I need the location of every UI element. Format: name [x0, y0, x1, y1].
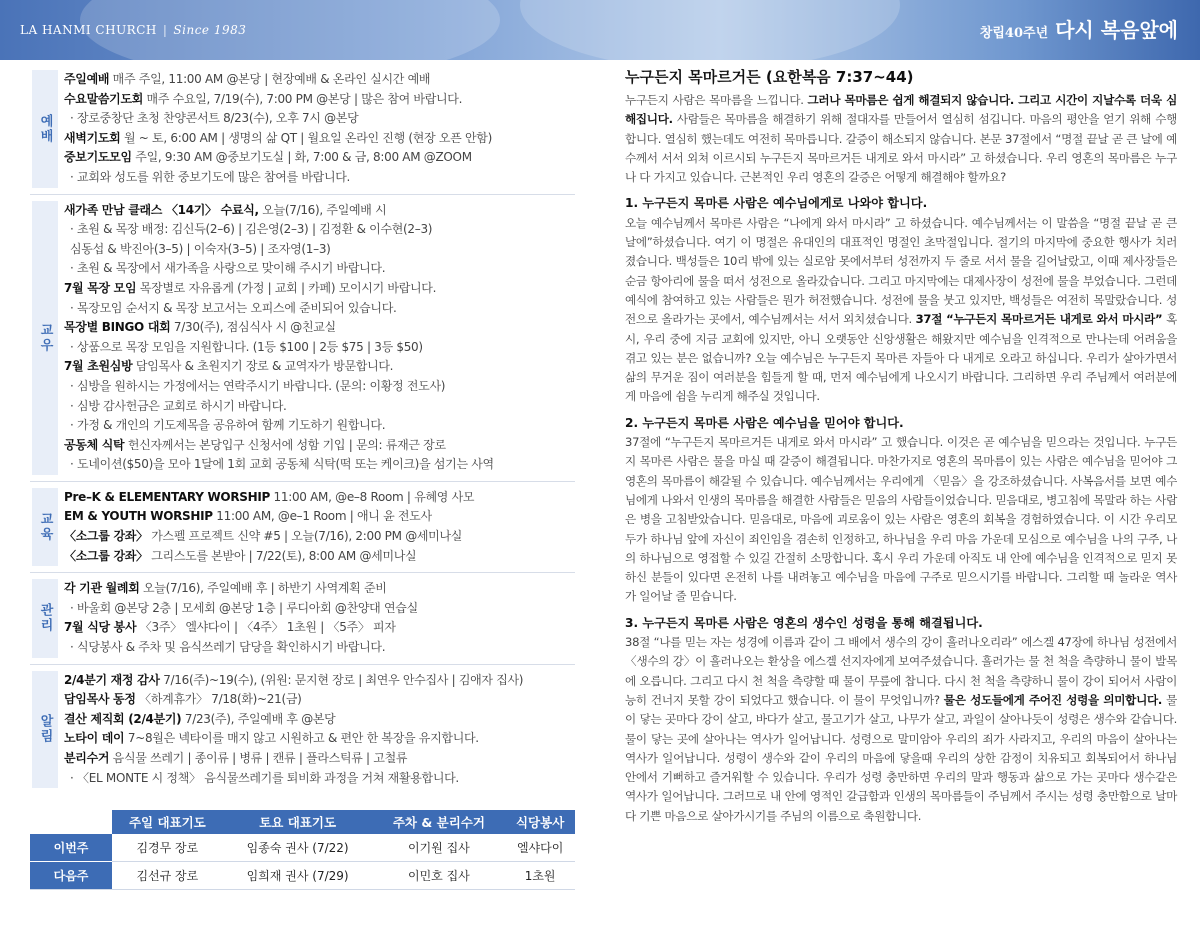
item-title: 7월 초원심방 — [64, 359, 133, 374]
item-title: 담임목사 동정 — [64, 692, 136, 707]
list-item — [64, 416, 575, 436]
section-body — [60, 671, 575, 789]
section-worship — [30, 70, 575, 188]
sub-text: · 교회와 성도를 위한 중보기도에 많은 참여를 바랍니다. — [70, 169, 351, 184]
table-cell: 이기원 집사 — [373, 834, 506, 862]
item-detail: 주일, 9:30 AM @중보기도실 — [131, 150, 288, 165]
item-extra: | 생명의 삶 QT | 월요일 온라인 진행 (현장 오픈 안함) — [221, 130, 492, 145]
section-label — [30, 488, 60, 566]
table-cell: 임희재 권사 (7/29) — [223, 862, 373, 890]
item-detail: 7/16(주)~19(수), (위원: 문지현 장로 | 최연우 안수집사 | 김애자 집사) — [159, 672, 524, 687]
item-detail: 7/23(주), 주일예배 후 @본당 — [181, 711, 336, 726]
item-title: 7월 목장 모임 — [64, 280, 137, 295]
row-header: 다음주 — [30, 862, 112, 890]
duty-header-cell: 주일 대표기도 — [112, 810, 223, 834]
list-item — [64, 671, 575, 691]
item-title: 새벽기도회 — [64, 130, 121, 145]
section-divider — [30, 481, 575, 482]
sermon — [625, 66, 1177, 826]
item-detail: 〈하계휴가〉 7/18(화)~21(금) — [135, 692, 302, 707]
duty-header-cell: 토요 대표기도 — [223, 810, 373, 834]
sub-text: · 상품으로 목장 모임을 지원합니다. (1등 $100 | 2등 $75 | 3등 $50) — [70, 339, 423, 354]
section-notice — [30, 671, 575, 789]
sermon-intro — [625, 91, 1177, 187]
item-title: Pre–K & ELEMENTARY WORSHIP — [64, 489, 271, 504]
sermon-title: 누구든지 목마르거든 (요한복음 7:37~44) — [625, 68, 914, 86]
item-detail: 그리스도를 본받아 | 7/22(토), 8:00 AM @세미나실 — [147, 548, 417, 563]
table-cell: 이민호 집사 — [373, 862, 506, 890]
section-divider — [30, 664, 575, 665]
body-text: 오늘 예수님께서 목마른 사람은 “나에게 와서 마시라” 고 하셨습니다. 예수님께서는 이 말씀을 “명절 끝날 곧 큰 날에”하셨습니다. 여기 이 명절은 유대인의 대표적인 명절인 초막절입니다. 절기의 마지막에 중요한 행사가 치러졌습니다. 백성들은 10리 밖에 있는 실로암 못에서부터 성전까지 두 줄로 서서 물을 길어날랐고, 이때 제사장들은 순금 항아리에 물을 떠서 성전으로 올라갔습니다. 그리고 마지막에는 대제사장이 성전에 물을 부었습니다. 그런데 예식에 참여하고 있는 사람들은 뭔가 허전했습니다. 성전에 물을 붓고 있지만, 백성들은 여전히 목말랐습니다. 성전으로 올라가는 곳에서, 예수님께서는 서서 외치셨습니다. — [625, 215, 1177, 327]
item-title: 노타이 데이 — [64, 731, 125, 746]
sub-text: 심동섭 & 박진아(3–5) | 이숙자(3–5) | 조자영(1–3) — [70, 241, 331, 256]
sub-text: · 목장모임 순서지 & 목장 보고서는 오피스에 준비되어 있습니다. — [70, 300, 397, 315]
item-detail: 매주 주일, 11:00 AM @본당 — [109, 72, 265, 86]
list-item — [64, 357, 575, 377]
list-item — [64, 168, 575, 188]
list-item — [64, 397, 575, 417]
table-cell: 임종숙 권사 (7/22) — [223, 834, 373, 862]
item-extra: | 화, 7:00 & 금, 8:00 AM @ZOOM — [287, 150, 472, 165]
list-item — [64, 455, 575, 475]
list-item — [64, 710, 575, 730]
item-title: 공동체 식탁 — [64, 437, 125, 452]
section-fellowship — [30, 201, 575, 475]
point-heading: 1. 누구든지 목마른 사람은 예수님에게로 나와야 합니다. — [625, 196, 928, 211]
list-item — [64, 436, 575, 456]
list-item — [64, 507, 575, 527]
item-extra: | 현장예배 & 온라인 실시간 예배 — [264, 72, 431, 86]
church-name-text: LA HANMI CHURCH — [20, 23, 157, 37]
body-text: 사람들은 목마름을 해결하기 위해 절대자를 만들어서 열심히 섬깁니다. 마음의 평안을 얻기 위해 수행합니다. 열심히 했는데도 여전히 목마릅니다. 갈증이 해소되지 않습니다. 본문 37절에서 “명절 끝날 곧 큰 날에 예수께서 서서 외쳐 이르시되 누구든지 목마르거든 내게로 와서 마시라” 고 하셨습니다. 우리 영혼의 목마름은 누구나 다 가지고 있습니다. 근본적인 우리 영혼의 갈증은 어떻게 해결해야 할까요? — [625, 112, 1177, 185]
section-body — [60, 579, 575, 657]
section-label — [30, 70, 60, 188]
list-item — [64, 579, 575, 599]
sub-text: · 〈EL MONTE 시 정책〉 음식물쓰레기를 퇴비화 과정을 거쳐 재활용합니다. — [70, 770, 459, 785]
point-body — [625, 633, 1177, 826]
motto-small: 창립40주년 — [979, 26, 1049, 41]
point-body — [625, 214, 1177, 407]
section-divider — [30, 194, 575, 195]
sub-text: · 초원 & 목장에서 새가족을 사랑으로 맞이해 주시기 바랍니다. — [70, 261, 386, 276]
list-item — [64, 90, 575, 110]
table-cell: 1초원 — [505, 862, 575, 890]
duty-table-header — [30, 810, 575, 834]
item-detail: 매주 수요일, 7/19(수), 7:00 PM @본당 — [143, 91, 354, 106]
list-item — [64, 547, 575, 567]
section-body — [60, 70, 575, 188]
emphasis-text: 그러나 목마름은 쉽게 해결되지 않습니다. 그리고 시간이 지날수록 더욱 심해집니다. — [625, 93, 1177, 127]
point-body — [625, 433, 1177, 607]
header-wave — [520, 0, 900, 60]
list-item — [64, 769, 575, 789]
list-item — [64, 338, 575, 358]
body-text: 37절에 “누구든지 목마르거든 내게로 와서 마시라” 고 했습니다. 이것은 곧 예수님을 믿으라는 것입니다. 누구든지 목마른 사람은 물을 마실 때 갈증이 해결됩니다. 마찬가지로 영혼의 목마름이 있는 사람은 예수님을 믿어야 그 영혼의 목마름이 해갈될 수 있습니다. 예수님께서는 우리에게 〈믿음〉을 강조하셨습니다. 사복음서를 보면 예수님에게 나와서 인생의 목마름을 해결한 사람들은 믿음의 사람들이었습니다. 믿음대로, 병고침에 목말라 하는 사람은 병을 고침받았습니다. 믿음대로, 마음에 괴로움이 있는 사람은 영혼의 회복을 경험하였습니다. 이 시간 우리모두가 하나님 앞에 자신이 죄인임을 겸손히 인정하고, 하나님을 우리 마음 가운데 모심으로 예수님을 나의 구주, 나의 하나님으로 영접할 수 있길 간절히 소망합니다. 혹시 우리 가운데 아직도 내 안에 예수님을 인격적으로 믿지 못하신 분들이 있다면 온전히 나를 내려놓고 예수님을 마음에 구주로 믿으시기를 바랍니다. 그리할 때 놀라운 역사가 일어날 줄 믿습니다. — [625, 435, 1177, 604]
list-item — [64, 318, 575, 338]
section-body — [60, 488, 575, 566]
item-title: 2/4분기 재정 감사 — [64, 672, 160, 687]
item-detail: 7/30(주), 점심식사 시 @친교실 — [170, 320, 336, 335]
duty-header-cell: 주차 & 분리수거 — [373, 810, 506, 834]
sermon-points — [625, 194, 1177, 826]
sub-text: · 식당봉사 & 주차 및 음식쓰레기 담당을 확인하시기 바랍니다. — [70, 640, 386, 655]
item-detail: 7~8월은 넥타이를 매지 않고 시원하고 & 편안 한 복장을 유지합니다. — [124, 731, 479, 746]
sub-text: · 가정 & 개인의 기도제목을 공유하여 함께 기도하기 원합니다. — [70, 418, 386, 433]
body-text: 누구든지 사람은 목마름을 느낍니다. — [625, 93, 808, 107]
table-cell: 김경무 장로 — [112, 834, 223, 862]
list-item — [64, 279, 575, 299]
section-management — [30, 579, 575, 657]
list-item — [64, 70, 575, 90]
sub-text: · 심방 감사헌금은 교회로 하시기 바랍니다. — [70, 398, 287, 413]
table-row — [30, 862, 575, 890]
item-title: 분리수거 — [64, 751, 110, 765]
duty-header-cell: 식당봉사 — [505, 810, 575, 834]
section-body — [60, 201, 575, 475]
list-item — [64, 488, 575, 508]
item-detail: 헌신자께서는 본당입구 신청서에 성함 기입 | 문의: 류재근 장로 — [124, 437, 446, 452]
list-item — [64, 220, 575, 240]
item-detail: 월 ~ 토, 6:00 AM — [120, 130, 222, 145]
item-title: 〈소그룹 강좌〉 — [64, 548, 148, 563]
list-item — [64, 259, 575, 279]
list-item — [64, 201, 575, 221]
emphasis-text: 물은 성도들에게 주어진 성령을 의미합니다. — [943, 692, 1162, 707]
list-item — [64, 618, 575, 638]
list-item — [64, 129, 575, 149]
announcements — [30, 70, 575, 788]
church-name — [20, 23, 246, 37]
item-detail: 오늘(7/16), 주일예배 시 — [258, 202, 387, 217]
list-item — [64, 638, 575, 658]
list-item — [64, 377, 575, 397]
list-item — [64, 240, 575, 260]
duty-header-cell — [30, 810, 112, 834]
body-text: 혹시, 우리 중에 지금 교회에 있지만, 아니 오랫동안 신앙생활은 해왔지만 예수님을 인격적으로 만나는데 어려움을 겪고 있는 분은 없습니까? 오늘 예수님은 누구든지 목마른 자들아 다 내게로 오라고 하십니다. 우리가 살아가면서 삶의 무거운 짐이 여러분을 힘들게 할 때, 먼저 예수님에게 나오시기 바랍니다. 그리하면 우리 주님께서 여러분에게 마음에 쉼을 누리게 해주실 것입니다. — [625, 312, 1177, 404]
section-label-text: 교우 — [37, 322, 53, 353]
sub-text: · 장로중창단 초청 찬양콘서트 8/23(수), 오후 7시 @본당 — [70, 111, 359, 126]
item-detail: 〈3주〉 엘샤다이 | 〈4주〉 1초원 | 〈5주〉 피자 — [136, 620, 396, 635]
list-item — [64, 527, 575, 547]
since-text: Since 1983 — [173, 23, 247, 37]
section-label-text: 알림 — [37, 714, 53, 745]
section-divider — [30, 572, 575, 573]
motto — [980, 14, 1178, 43]
section-label — [30, 671, 60, 789]
item-detail: 오늘(7/16), 주일예배 후 | 하반기 사역계획 준비 — [139, 581, 387, 596]
section-label — [30, 579, 60, 657]
section-label-text: 관리 — [37, 603, 53, 634]
item-detail: 11:00 AM, @e–1 Room | 애니 윤 전도사 — [212, 509, 432, 524]
list-item — [64, 749, 575, 769]
table-cell: 엘샤다이 — [505, 834, 575, 862]
header-separator: | — [162, 23, 168, 37]
item-title: 목장별 BINGO 대회 — [64, 320, 171, 335]
item-detail: 11:00 AM, @e–8 Room | 유혜영 사모 — [270, 489, 475, 504]
motto-text: 다시 복음앞에 — [1055, 18, 1178, 42]
item-detail: 가스펠 프로젝트 신약 #5 | 오늘(7/16), 2:00 PM @세미나실 — [147, 529, 463, 544]
sub-text: · 바울회 @본당 2층 | 모세회 @본당 1층 | 루디아회 @찬양대 연습실 — [70, 600, 418, 615]
item-title: 주일예배 — [64, 72, 110, 86]
item-title: 결산 제직회 (2/4분기) — [64, 711, 182, 726]
item-detail: 음식물 쓰레기 | 종이류 | 병류 | 캔류 | 플라스틱류 | 고철류 — [109, 751, 408, 765]
item-title: 각 기관 월례회 — [64, 581, 140, 596]
table-row — [30, 834, 575, 862]
emphasis-text: 37절 “누구든지 목마르거든 내게로 와서 마시라” — [915, 312, 1163, 327]
item-title: 〈소그룹 강좌〉 — [64, 529, 148, 544]
row-header: 이번주 — [30, 834, 112, 862]
point-heading: 2. 누구든지 목마른 사람은 예수님을 믿어야 합니다. — [625, 415, 904, 430]
page-header — [0, 0, 1200, 60]
item-title: 7월 식당 봉사 — [64, 620, 137, 635]
section-label — [30, 201, 60, 475]
list-item — [64, 599, 575, 619]
sub-text: · 심방을 원하시는 가정에서는 연락주시기 바랍니다. (문의: 이황정 전도사) — [70, 378, 446, 393]
section-label-text: 교육 — [37, 512, 53, 543]
list-item — [64, 299, 575, 319]
item-detail: 담임목사 & 초원지기 장로 & 교역자가 방문합니다. — [132, 359, 394, 374]
list-item — [64, 690, 575, 710]
duty-table — [30, 810, 575, 890]
item-title: 수요말씀기도회 — [64, 91, 144, 106]
list-item — [64, 729, 575, 749]
list-item — [64, 109, 575, 129]
section-education — [30, 488, 575, 566]
list-item — [64, 148, 575, 168]
item-title: EM & YOUTH WORSHIP — [64, 509, 213, 524]
sub-text: · 도네이션($50)을 모아 1달에 1회 교회 공동체 식탁(떡 또는 케이크)을 섬기는 사역 — [70, 457, 494, 472]
item-detail: 목장별로 자유롭게 (가정 | 교회 | 카페) 모이시기 바랍니다. — [136, 280, 437, 295]
item-title: 중보기도모임 — [64, 150, 132, 165]
point-heading: 3. 누구든지 목마른 사람은 영혼의 생수인 성령을 통해 해결됩니다. — [625, 615, 983, 630]
body-text: 38절 “나를 믿는 자는 성경에 이름과 같이 그 배에서 생수의 강이 흘러나오리라” 에스겔 47장에 하나님 성전에서 〈생수의 강〉이 흘러나오는 환상을 에스겔 선지자에게 보여주셨습니다. 흘러가는 물 천 척을 측량하니 물이 발목에 오릅니다. 그리고 다시 천 척을 측량할 때 물이 무릎에 찹니다. 다시 천 척을 측량하니 물이 강이 되어서 사람이 능히 건너지 못할 강이 되었다고 했습니다. 이 물이 무엇입니까? — [625, 635, 1177, 707]
table-cell: 김선규 장로 — [112, 862, 223, 890]
body-text: 물이 닿는 곳마다 강이 살고, 바다가 살고, 물고기가 살고, 나무가 살고, 과일이 살아나듯이 성령은 생수와 같습니다. 물이 닿는 곳에 살아나는 역사가 일어납니다. 성령으로 말미암아 우리의 죄가 사라지고, 우리의 마음이 살아나는 역사가 일어납니다. 성령이 생수와 같이 우리의 마음에 닿을때 우리의 상한 감정이 치유되고 회복되어서 하나님 안에서 기뻐하고 즐거워할 수 있습니다. 우리가 성령 충만하면 우리의 말과 행동과 삶으로 가는 곳마다 생수같은 역사가 일어납니다. 그러므로 내 안에 영적인 갈급함과 인생의 목마름들이 주님께서 주시는 성령 충만함으로 날마다 기쁜 마음으로 살아가시기를 주님의 이름으로 축원합니다. — [625, 692, 1177, 823]
item-title: 새가족 만남 클래스 〈14기〉 수료식, — [64, 202, 259, 217]
sub-text: · 초원 & 목장 배정: 김신득(2–6) | 김은영(2–3) | 김정환 & 이수현(2–3) — [70, 222, 433, 237]
section-label-text: 예배 — [37, 113, 53, 144]
item-extra: | 많은 참여 바랍니다. — [353, 91, 463, 106]
